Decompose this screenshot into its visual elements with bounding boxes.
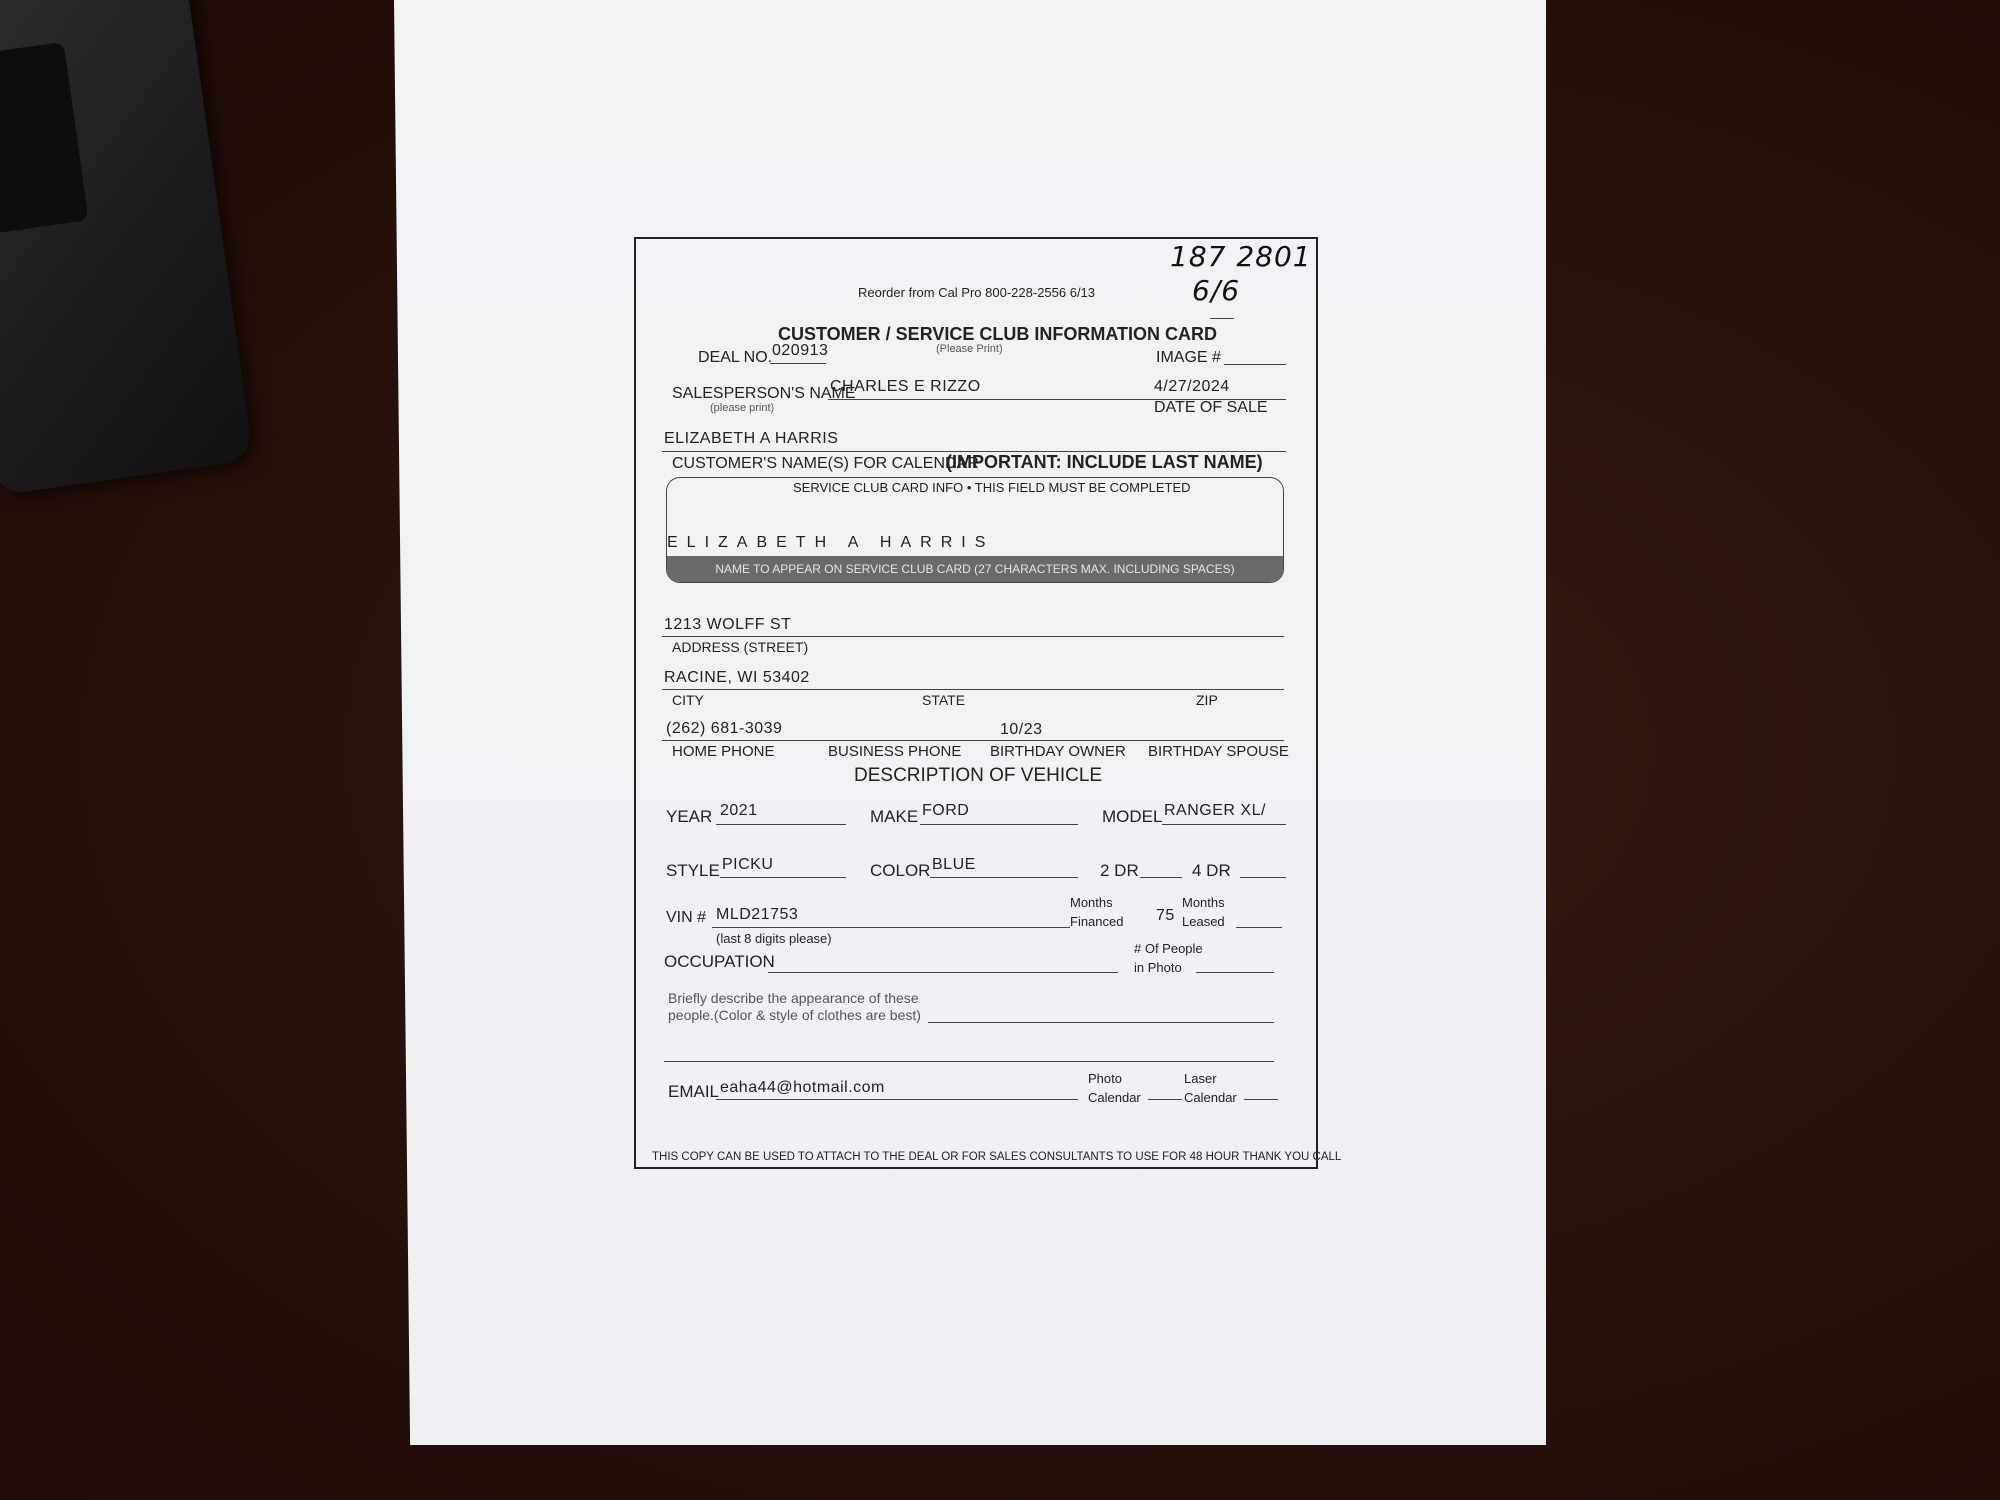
customer-name-value[interactable]: ELIZABETH A HARRIS xyxy=(664,430,839,447)
image-label: IMAGE # xyxy=(1156,349,1221,366)
business-phone-label: BUSINESS PHONE xyxy=(828,743,962,760)
model-value[interactable]: RANGER XL/ xyxy=(1164,802,1266,819)
style-label: STYLE xyxy=(666,861,720,880)
deal-label: DEAL NO. xyxy=(698,349,773,366)
deal-line xyxy=(770,363,826,364)
year-line xyxy=(716,824,846,825)
describe-line-a xyxy=(928,1022,1274,1023)
describe-line-2: people.(Color & style of clothes are best) xyxy=(668,1007,921,1023)
date-value[interactable]: 4/27/2024 xyxy=(1154,378,1230,395)
city-line xyxy=(662,689,1284,690)
make-label: MAKE xyxy=(870,807,919,826)
birthday-owner-value[interactable]: 10/23 xyxy=(1000,721,1043,738)
photo-calendar-line xyxy=(1148,1099,1182,1100)
vin-note: (last 8 digits please) xyxy=(716,931,832,946)
address-value[interactable]: 1213 WOLFF ST xyxy=(664,616,792,633)
address-label: ADDRESS (STREET) xyxy=(672,639,809,655)
address-line xyxy=(662,636,1284,637)
email-line xyxy=(716,1099,1078,1100)
months-financed-value[interactable]: 75 xyxy=(1156,907,1175,924)
deal-value[interactable]: 020913 xyxy=(772,342,829,359)
device-screen xyxy=(0,42,89,236)
service-club-footer: NAME TO APPEAR ON SERVICE CLUB CARD (27 CHARACTERS MAX. INCLUDING SPACES) xyxy=(667,556,1283,582)
salesperson-value[interactable]: CHARLES E RIZZO xyxy=(830,378,981,395)
vin-label: VIN # xyxy=(666,909,707,926)
card-title: CUSTOMER / SERVICE CLUB INFORMATION CARD xyxy=(778,324,1218,344)
people-photo-top: # Of People xyxy=(1134,941,1203,956)
four-door-label: 4 DR xyxy=(1192,861,1231,880)
city-value[interactable]: RACINE, WI 53402 xyxy=(664,669,810,686)
birthday-spouse-label: BIRTHDAY SPOUSE xyxy=(1148,743,1289,760)
laser-calendar-top: Laser xyxy=(1184,1071,1217,1086)
vin-line xyxy=(712,927,1070,928)
months-financed-top: Months xyxy=(1070,895,1113,910)
please-print-note: (Please Print) xyxy=(936,343,1003,355)
color-line xyxy=(930,877,1078,878)
photo-calendar-bottom: Calendar xyxy=(1088,1090,1141,1105)
photo-calendar-top: Photo xyxy=(1088,1071,1122,1086)
handwritten-number: 187 2801 xyxy=(1170,240,1312,273)
model-line xyxy=(1162,824,1286,825)
months-leased-line xyxy=(1236,927,1282,928)
home-phone-value[interactable]: (262) 681-3039 xyxy=(666,720,783,737)
describe-line-b xyxy=(664,1061,1274,1062)
date-label: DATE OF SALE xyxy=(1154,399,1268,416)
months-leased-bottom: Leased xyxy=(1182,914,1225,929)
state-label: STATE xyxy=(922,692,966,708)
color-value[interactable]: BLUE xyxy=(932,856,976,873)
people-photo-line xyxy=(1196,972,1274,973)
laser-calendar-bottom: Calendar xyxy=(1184,1090,1237,1105)
occupation-label: OCCUPATION xyxy=(664,952,775,971)
describe-line-1: Briefly describe the appearance of these xyxy=(668,990,919,1006)
card-footer: THIS COPY CAN BE USED TO ATTACH TO THE DEAL OR FOR SALES CONSULTANTS TO USE FOR 48 HOUR THANK YOU CALL xyxy=(652,1151,1342,1163)
months-financed-bottom: Financed xyxy=(1070,914,1124,929)
two-door-label: 2 DR xyxy=(1100,861,1139,880)
black-device xyxy=(0,0,254,496)
phone-line xyxy=(662,740,1284,741)
months-leased-top: Months xyxy=(1182,895,1225,910)
salesperson-label: SALESPERSON'S NAME xyxy=(672,385,856,402)
style-value[interactable]: PICKU xyxy=(722,856,774,873)
two-door-line xyxy=(1140,877,1182,878)
email-label: EMAIL xyxy=(668,1082,720,1101)
laser-calendar-line xyxy=(1244,1099,1278,1100)
color-label: COLOR xyxy=(870,861,931,880)
city-label: CITY xyxy=(672,692,704,708)
email-value[interactable]: eaha44@hotmail.com xyxy=(720,1079,885,1096)
handwritten-fraction: 6/6 xyxy=(1192,274,1241,307)
service-club-letters[interactable]: ELIZABETH A HARRIS xyxy=(667,534,995,551)
people-photo-bottom: in Photo xyxy=(1134,960,1182,975)
year-label: YEAR xyxy=(666,807,713,826)
image-line xyxy=(1224,364,1286,365)
year-value[interactable]: 2021 xyxy=(720,802,758,819)
vin-value[interactable]: MLD21753 xyxy=(716,906,799,923)
customer-label: CUSTOMER'S NAME(S) FOR CALENDAR xyxy=(672,455,979,472)
four-door-line xyxy=(1240,877,1286,878)
occupation-line xyxy=(768,972,1118,973)
reorder-text: Reorder from Cal Pro 800-228-2556 6/13 xyxy=(858,285,1096,300)
zip-label: ZIP xyxy=(1196,692,1218,708)
style-line xyxy=(720,877,846,878)
birthday-owner-label: BIRTHDAY OWNER xyxy=(990,743,1126,760)
make-line xyxy=(920,824,1078,825)
home-phone-label: HOME PHONE xyxy=(672,743,775,760)
info-card xyxy=(634,237,1342,1169)
customer-important: (IMPORTANT: INCLUDE LAST NAME) xyxy=(946,452,1263,472)
service-club-header: SERVICE CLUB CARD INFO • THIS FIELD MUST BE COMPLETED xyxy=(793,480,1191,495)
service-club-box xyxy=(666,477,1284,583)
make-value[interactable]: FORD xyxy=(922,802,970,819)
model-label: MODEL xyxy=(1102,807,1163,826)
vehicle-section-title: DESCRIPTION OF VEHICLE xyxy=(854,765,1103,786)
salesperson-note: (please print) xyxy=(710,402,775,414)
